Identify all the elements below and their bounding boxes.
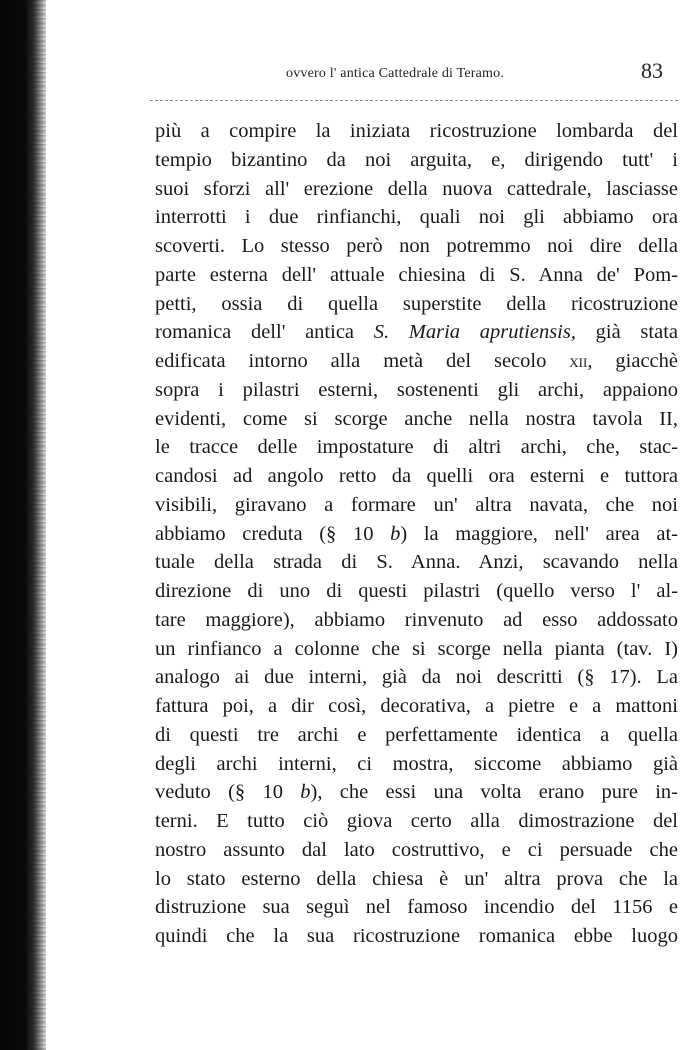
book-binding-texture	[30, 0, 46, 1050]
text-line: petti, ossia di quella superstite della ricostruzione	[155, 292, 678, 315]
text-line: le tracce delle impostature di altri archi, che, stac-	[155, 436, 678, 459]
running-head: ovvero l' antica Cattedrale di Teramo.	[286, 66, 505, 81]
text-line: fattura poi, a dir così, decorativa, a pietre e a mattoni	[155, 695, 678, 717]
text-line: tuale della strada di S. Anna. Anzi, scavando nella	[155, 551, 678, 574]
text-line: evidenti, come si scorge anche nella nostra tavola II,	[155, 407, 678, 430]
text-line: distruzione sua seguì nel famoso incendio del 1156 e	[155, 896, 678, 919]
text-line: più a compire la iniziata ricostruzione lombarda del	[155, 120, 678, 142]
text-line: suoi sforzi all' erezione della nuova cattedrale, lasciasse	[155, 177, 678, 200]
text-line: lo stato esterno della chiesa è un' altra prova che la	[155, 867, 678, 890]
text-line: un rinfianco a colonne che si scorge nella pianta (tav. I)	[155, 637, 678, 660]
header-rule	[150, 100, 678, 101]
text-line: terni. E tutto ciò giova certo alla dimostrazione del	[155, 810, 678, 832]
text-line: tempio bizantino da noi arguita, e, dirigendo tutt' i	[155, 148, 678, 171]
text-line: scoverti. Lo stesso però non potremmo noi dire della	[155, 235, 678, 257]
text-line: sopra i pilastri esterni, sostenenti gli archi, appaiono	[155, 378, 678, 401]
text-line: candosi ad angolo retto da quelli ora esterni e tuttora	[155, 465, 678, 487]
text-line: edificata intorno alla metà del secolo xii, giacchè	[155, 350, 678, 372]
page-number: 83	[641, 58, 663, 83]
text-line: direzione di uno di questi pilastri (quello verso l' al-	[155, 580, 678, 602]
text-line: di questi tre archi e perfettamente identica a quella	[155, 723, 678, 746]
text-line: nostro assunto dal lato costruttivo, e ci persuade che	[155, 838, 678, 861]
text-line: veduto (§ 10 b), che essi una volta erano pure in-	[155, 781, 678, 804]
text-line: analogo ai due interni, già da noi descritti (§ 17). La	[155, 666, 678, 689]
body-text	[155, 117, 678, 951]
text-line: interrotti i due rinfianchi, quali noi gli abbiamo ora	[155, 206, 678, 229]
text-line: abbiamo creduta (§ 10 b) la maggiore, nell' area at-	[155, 522, 678, 545]
text-line: visibili, giravano a formare un' altra navata, che noi	[155, 493, 678, 516]
text-line: degli archi interni, ci mostra, siccome abbiamo già	[155, 752, 678, 775]
text-line: parte esterna dell' attuale chiesina di S. Anna de' Pom-	[155, 263, 678, 286]
text-line: quindi che la sua ricostruzione romanica ebbe luogo	[155, 925, 678, 947]
text-line: romanica dell' antica S. Maria aprutiensis, già stata	[155, 321, 678, 344]
text-line: tare maggiore), abbiamo rinvenuto ad esso addossato	[155, 608, 678, 631]
